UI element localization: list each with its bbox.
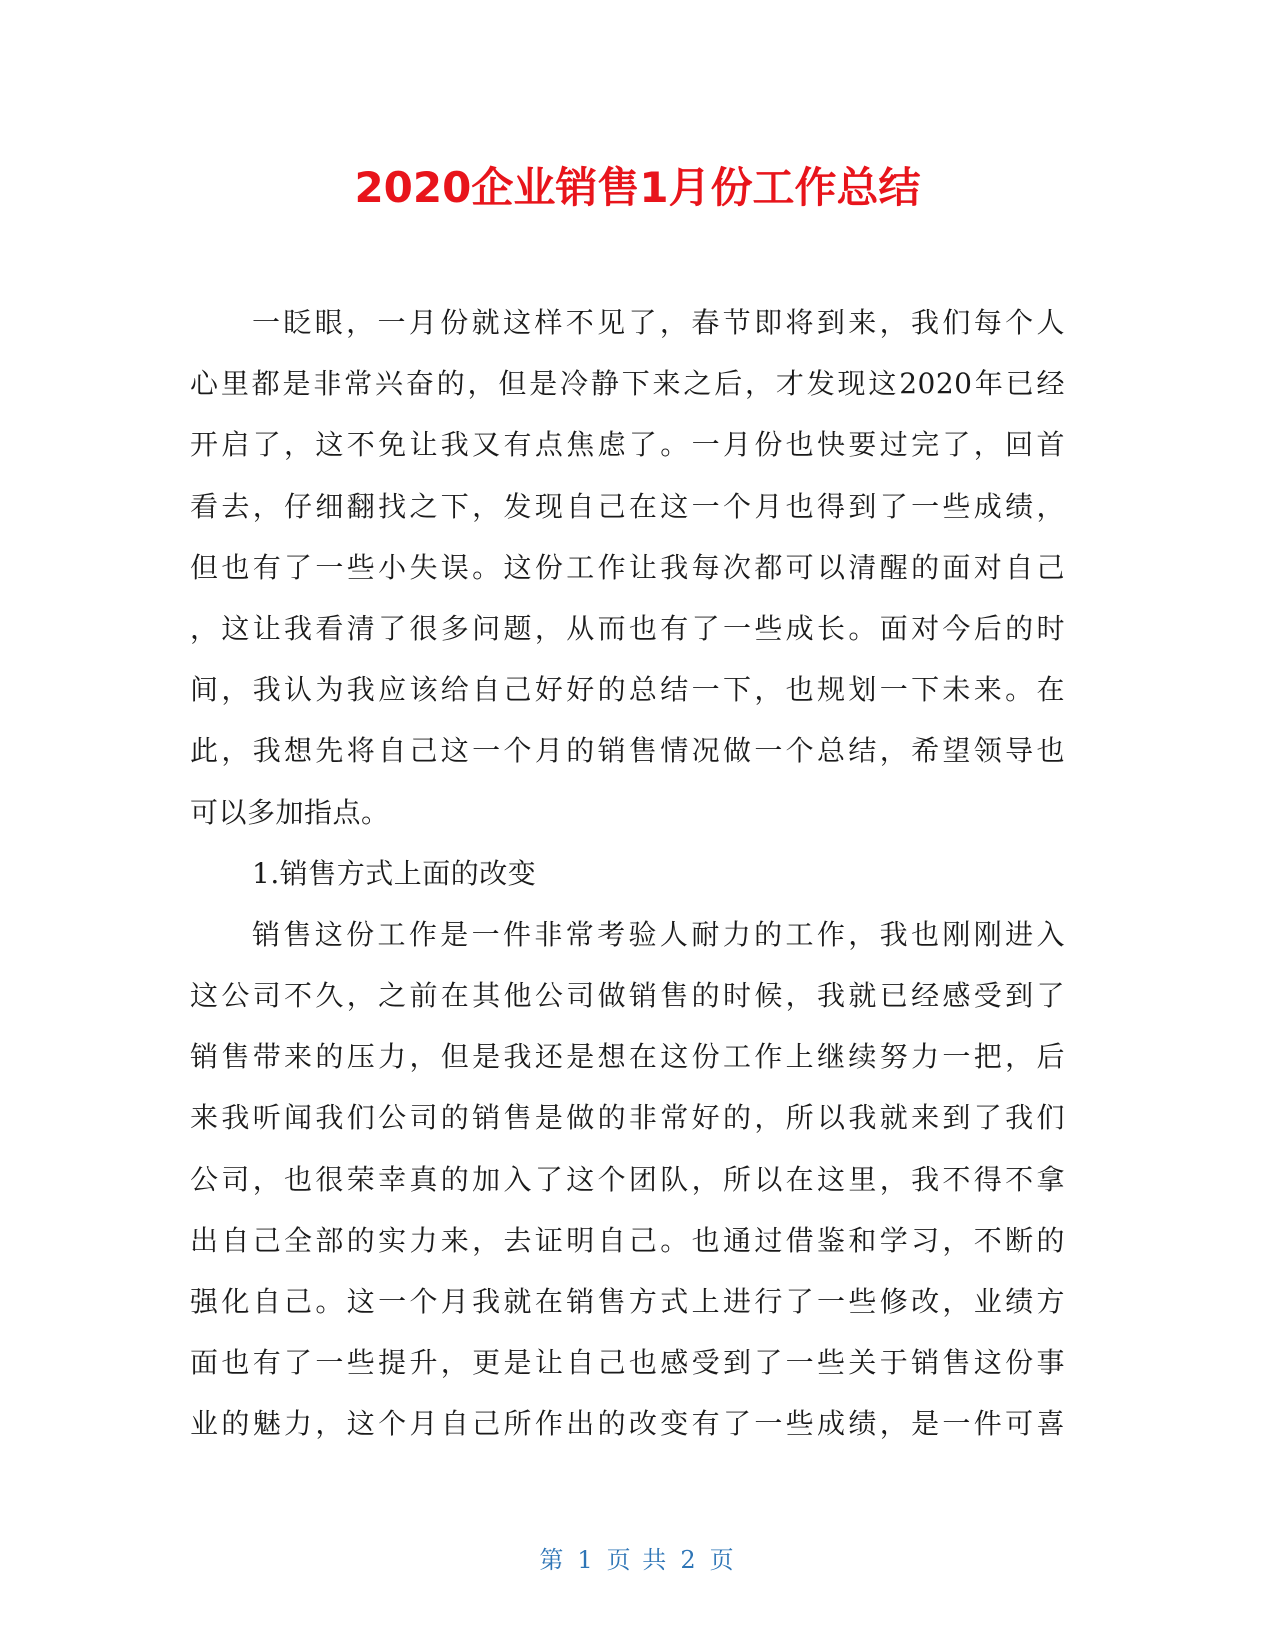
footer-prefix: 第 — [539, 1546, 566, 1574]
paragraph-line: 面也有了一些提升，更是让自己也感受到了一些关于销售这份事 — [190, 1346, 1065, 1380]
paragraph-line: 看去，仔细翻找之下，发现自己在这一个月也得到了一些成绩， — [190, 489, 1065, 523]
paragraph-line: 业的魅力，这个月自己所作出的改变有了一些成绩，是一件可喜 — [190, 1407, 1065, 1441]
paragraph-line: 此，我想先将自己这一个月的销售情况做一个总结，希望领导也 — [190, 734, 1065, 768]
section-heading: 1.销售方式上面的改变 — [252, 856, 537, 890]
paragraph-line: 可以多加指点。 — [190, 795, 390, 829]
paragraph-line: ，这让我看清了很多问题，从而也有了一些成长。面对今后的时 — [190, 611, 1065, 645]
paragraph-line: 心里都是非常兴奋的，但是冷静下来之后，才发现这2020年已经 — [190, 367, 1065, 401]
paragraph-line: 出自己全部的实力来，去证明自己。也通过借鉴和学习，不断的 — [190, 1223, 1065, 1257]
paragraph-line: 一眨眼，一月份就这样不见了，春节即将到来，我们每个人 — [252, 306, 1065, 339]
paragraph-line: 公司，也很荣幸真的加入了这个团队，所以在这里，我不得不拿 — [190, 1162, 1065, 1196]
footer-mid: 页 共 — [606, 1546, 669, 1574]
total-pages: 2 — [680, 1546, 698, 1574]
paragraph-line: 来我听闻我们公司的销售是做的非常好的，所以我就来到了我们 — [190, 1101, 1065, 1135]
paragraph-line: 销售这份工作是一件非常考验人耐力的工作，我也刚刚进入 — [252, 917, 1065, 951]
document-title: 2020企业销售1月份工作总结 — [354, 163, 921, 212]
paragraph-line: 销售带来的压力，但是我还是想在这份工作上继续努力一把，后 — [190, 1040, 1065, 1074]
paragraph-line: 间，我认为我应该给自己好好的总结一下，也规划一下未来。在 — [190, 673, 1065, 707]
paragraph-line: 但也有了一些小失误。这份工作让我每次都可以清醒的面对自己 — [190, 550, 1065, 584]
page-footer — [0, 1540, 1275, 1575]
footer-suffix: 页 — [709, 1546, 736, 1574]
paragraph-line: 强化自己。这一个月我就在销售方式上进行了一些修改，业绩方 — [190, 1285, 1065, 1318]
page-number: 1 — [577, 1546, 595, 1574]
document-body — [190, 292, 1065, 1455]
paragraph-line: 开启了，这不免让我又有点焦虑了。一月份也快要过完了，回首 — [190, 428, 1065, 462]
paragraph-line: 这公司不久，之前在其他公司做销售的时候，我就已经感受到了 — [190, 979, 1065, 1013]
